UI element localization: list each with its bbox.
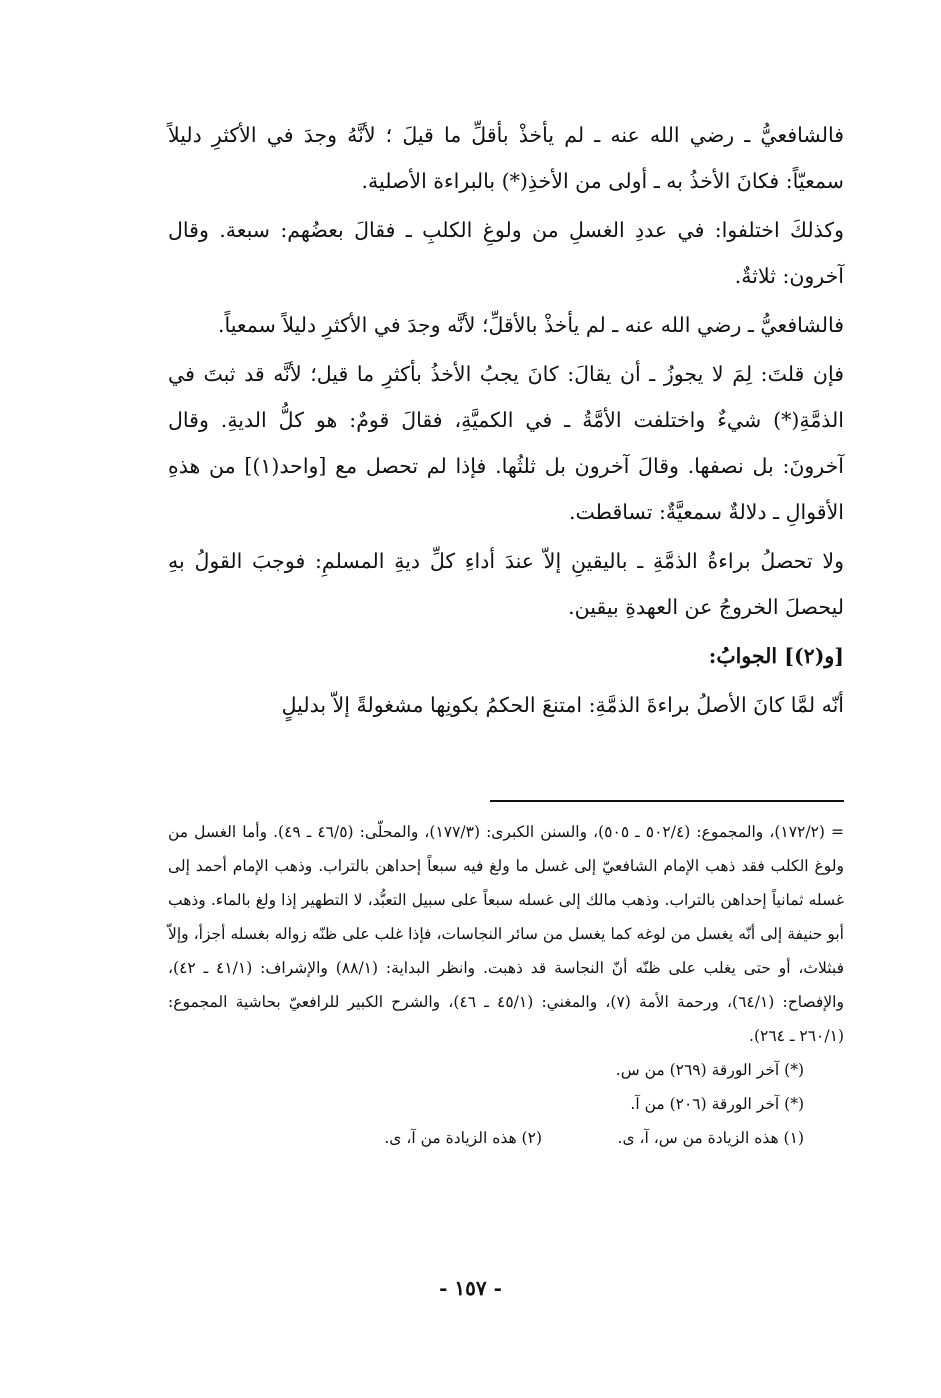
footnote-2: (٢) هذه الزيادة من آ، ى. — [384, 1129, 542, 1147]
main-text — [168, 112, 844, 731]
numbered-footnotes — [168, 1121, 844, 1155]
paragraph-1: فالشافعيُّ ـ رضي الله عنه ـ لم يأخذْ بأقلِّ ما قيلَ ؛ لأنَّهُ وجدَ في الأكثرِ دليلاً سمعيّاً: فكانَ الأخذُ به ـ أولى من الأخذِ(*) بالبراءة الأصلية. — [168, 123, 844, 193]
paragraph-4: فإن قلتَ: لِمَ لا يجوزُ ـ أن يقالَ: كانَ يجبُ الأخذُ بأكثرِ ما قيل؛ لأنَّه قد ثبتَ في الذمَّةِ(*) شيءٌ واختلفت الأمَّةُ ـ في الكميَّةِ، فقالَ قومٌ: هو كلُّ الديةِ. وقال آخرونَ: بل نصفها. وقالَ آخرون بل ثلثُها. فإذا لم تحصل مع [واحد(١)] من هذهِ الأقوالِ ـ دلالةٌ سمعيَّةٌ: تساقطت. — [168, 362, 844, 524]
star-footnote-2: (*) آخر الورقة (٢٠٦) من آ. — [630, 1095, 804, 1113]
footnote-1: (١) هذه الزيادة من س، آ، ى. — [617, 1129, 804, 1147]
paragraph-2: وكذلكَ اختلفوا: في عددِ الغسلِ من ولوغِ الكلبِ ـ فقالَ بعضُهم: سبعة. وقال آخرون: ثلاثةٌ. — [168, 218, 844, 288]
page-number: - ١٥٧ - — [439, 1276, 502, 1300]
paragraph-5: ولا تحصلُ براءةُ الذمَّةِ ـ باليقينِ إلاّ عندَ أداءِ كلِّ ديةِ المسلمِ: فوجبَ القولُ بهِ ليحصلَ الخروجُ عن العهدةِ بيقين. — [168, 549, 844, 619]
paragraph-6: أنّه لمَّا كانَ الأصلُ براءةَ الذمَّةِ: امتنعَ الحكمُ بكونِها مشغولةً إلاّ بدليلٍ — [281, 693, 844, 717]
footnote-divider — [490, 800, 844, 802]
footnote-continuation: = (١٧٢/٢)، والمجموع: (٥٠٢/٤ ـ ٥٠٥)، والسنن الكبرى: (١٧٧/٣)، والمحلّى: (٤٦/٥ ـ ٤٩). وأما الغسل من ولوغ الكلب فقد ذهب الإمام الشافعيّ إلى غسل ما ولغ فيه سبعاً إحداهن بالتراب. وذهب الإمام أحمد إلى غسله ثمانياً إحداهن بالتراب. وذهب مالك إلى غسله سبعاً على سبيل التعبُّد، لا التطهير إذا ولغ بالماء. وذهب أبو حنيفة إلى أنّه يغسل من لوغه كما يغسل من سائر النجاسات، فإذا غلب على ظنّه زواله بغسله أجزأ، وإلاّ فبثلاث، أو حتى يغلب على ظنّه أنّ النجاسة قد ذهبت. وانظر البداية: (٨٨/١) والإشراف: (٤١/١ ـ ٤٢)، والإفصاح: (٦٤/١)، ورحمة الأمة (٧)، والمغني: (٤٥/١ ـ ٤٦)، والشرح الكبير للرافعيّ بحاشية المجموع: (٢٦٠/١ ـ ٢٦٤). — [168, 823, 844, 1045]
star-footnote-1: (*) آخر الورقة (٢٦٩) من س. — [615, 1061, 804, 1079]
footnotes — [168, 815, 844, 1155]
answer-heading: [و(٢)] الجوابُ: — [708, 644, 844, 668]
paragraph-3: فالشافعيُّ ـ رضي الله عنه ـ لم يأخذْ بالأقلِّ؛ لأنَّه وجدَ في الأكثرِ دليلاً سمعياً. — [217, 313, 844, 337]
